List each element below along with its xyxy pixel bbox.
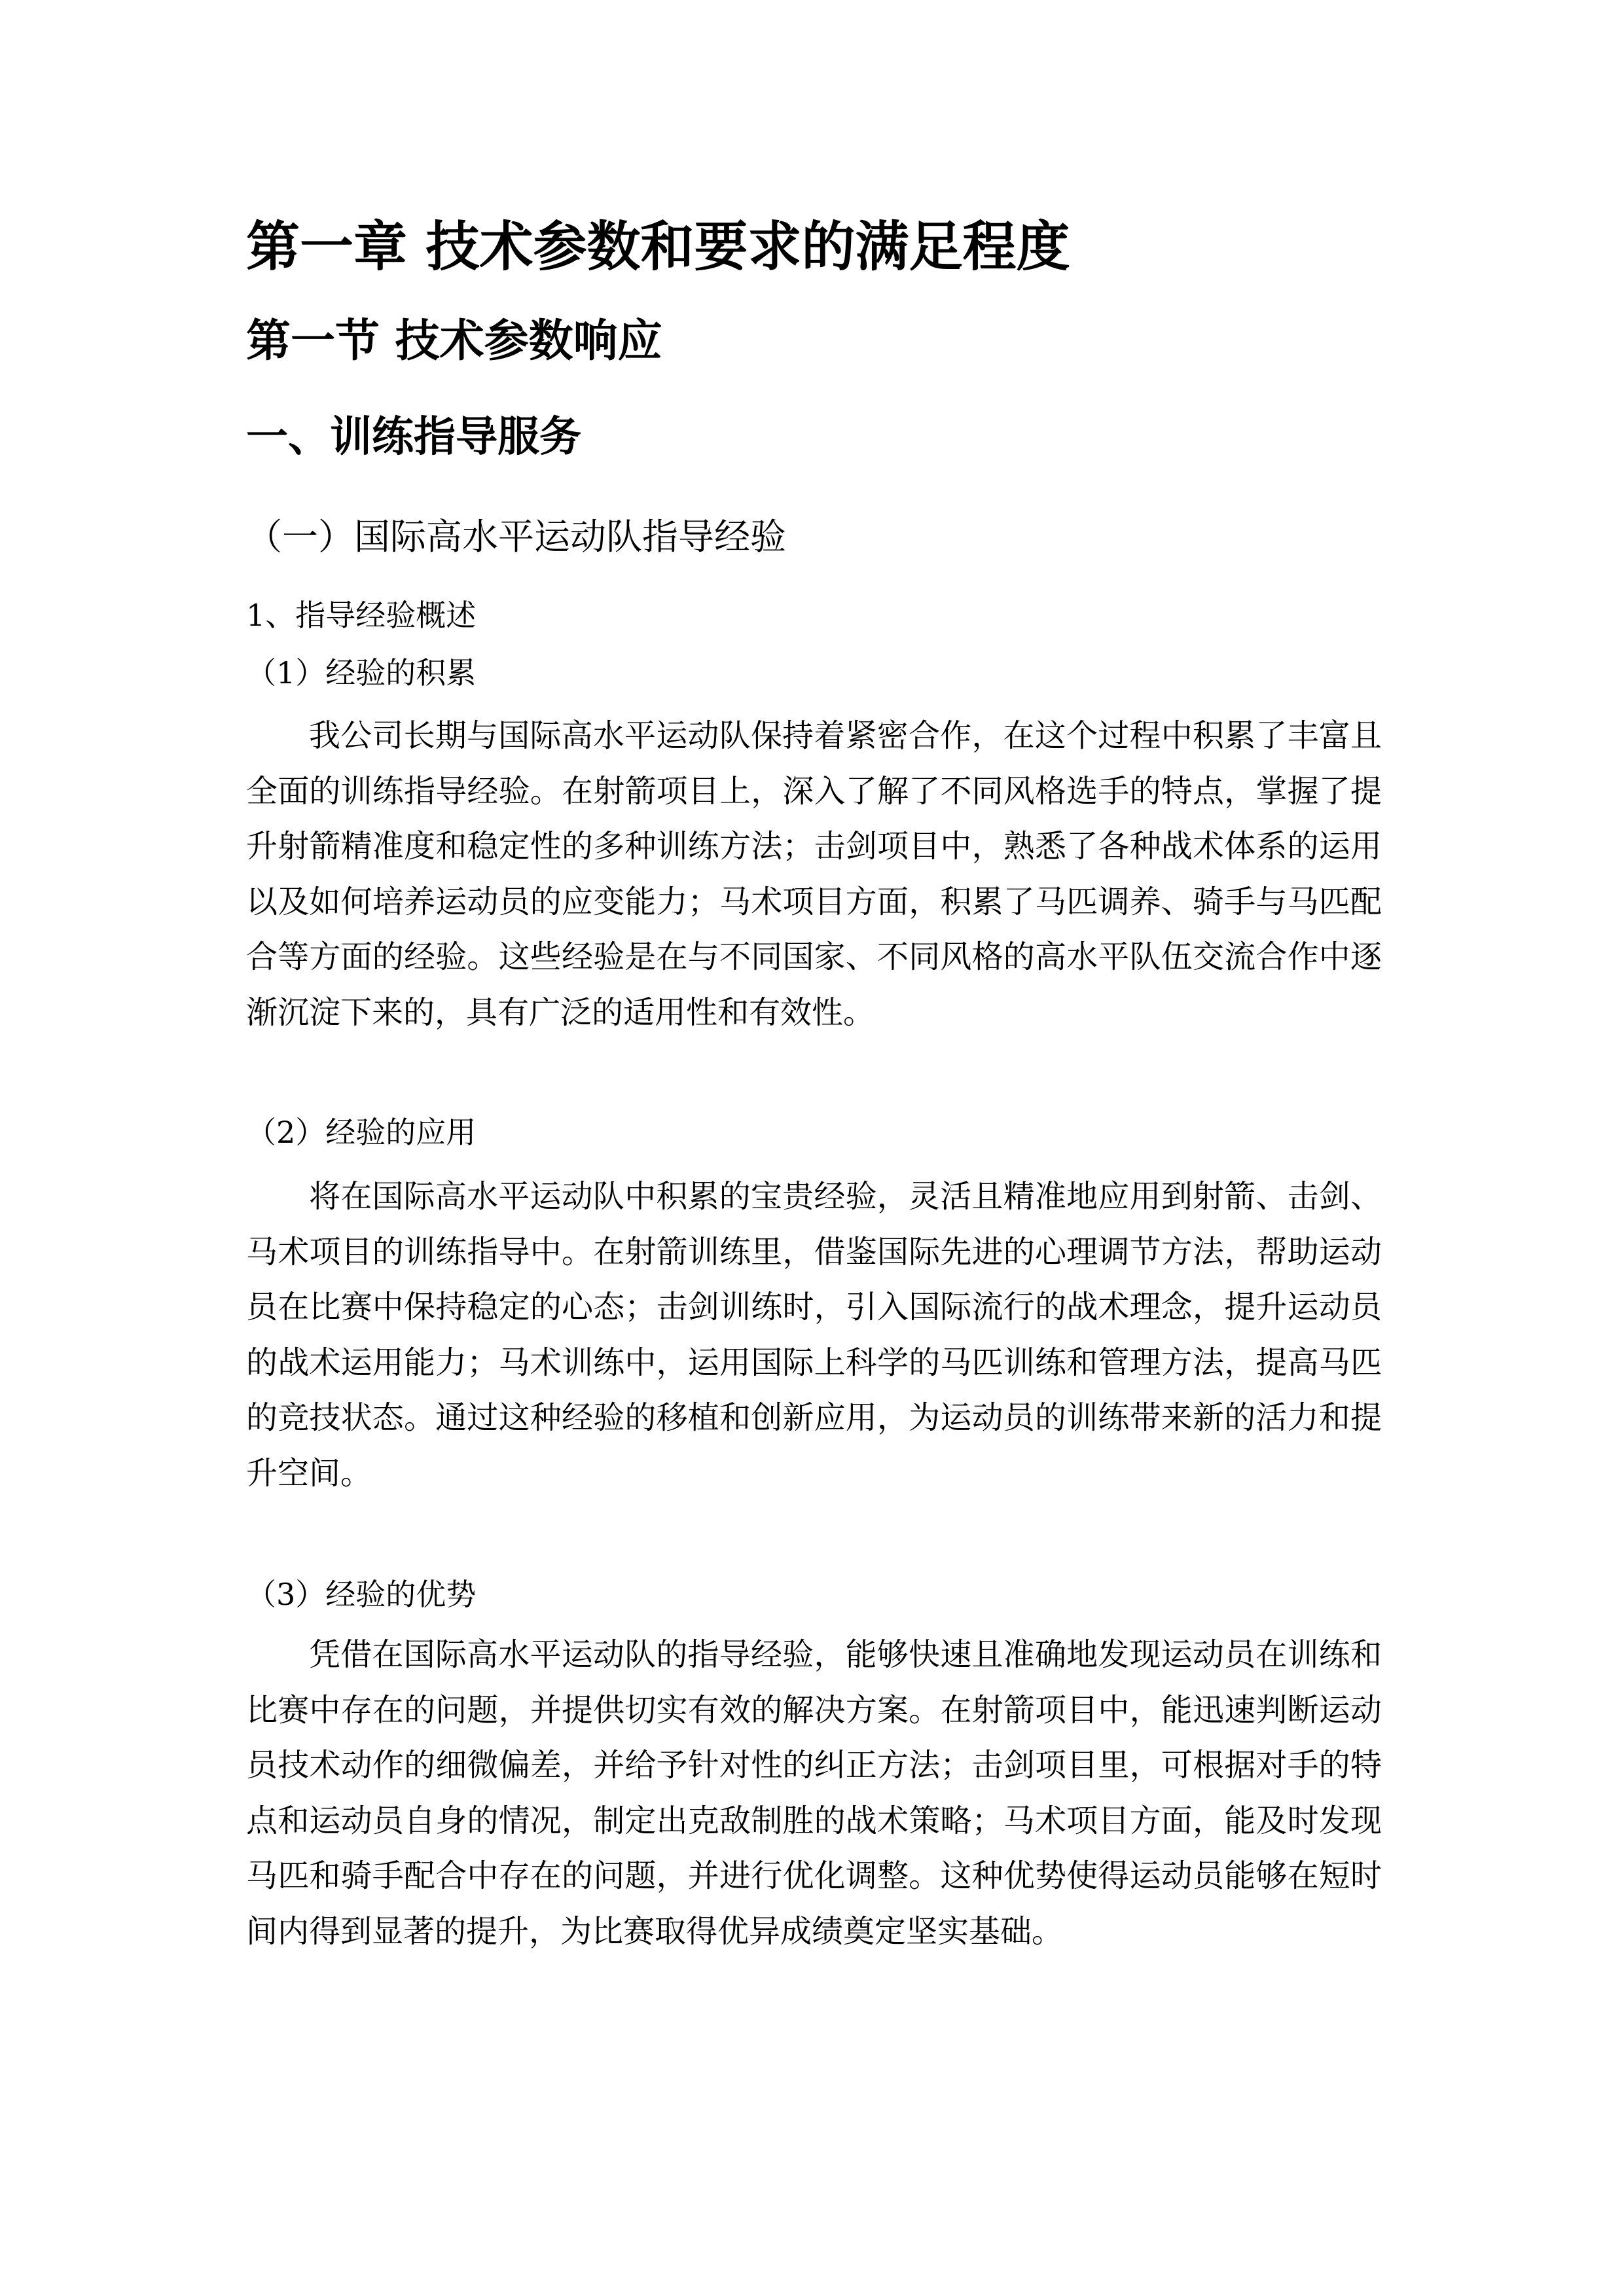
subsection-heading: （2）经验的应用: [246, 1115, 477, 1150]
part-title: 一、训练指导服务: [246, 413, 581, 461]
subsection-paragraph: 我公司长期与国际高水平运动队保持着紧密合作，在这个过程中积累了丰富且全面的训练指导经验。在射箭项目上，深入了解了不同风格选手的特点，掌握了提升射箭精准度和稳定性的多种训练方法；击剑项目中，熟悉了各种战术体系的运用以及如何培养运动员的应变能力；马术项目方面，积累了马匹调养、骑手与马匹配合等方面的经验。这些经验是在与不同国家、不同风格的高水平队伍交流合作中逐渐沉淀下来的，具有广泛的适用性和有效性。: [246, 717, 1382, 1031]
subsection-heading: （1）经验的积累: [246, 655, 477, 691]
subsection-heading: （3）经验的优势: [246, 1577, 477, 1612]
subpart-title: （一）国际高水平运动队指导经验: [246, 516, 787, 558]
section-title: 第一节 技术参数响应: [246, 315, 662, 367]
item-title: 1、指导经验概述: [246, 598, 477, 633]
chapter-title: 第一章 技术参数和要求的满足程度: [246, 216, 1070, 278]
subsection-paragraph: 将在国际高水平运动队中积累的宝贵经验，灵活且精准地应用到射箭、击剑、马术项目的训练指导中。在射箭训练里，借鉴国际先进的心理调节方法，帮助运动员在比赛中保持稳定的心态；击剑训练时，引入国际流行的战术理念，提升运动员的战术运用能力；马术训练中，运用国际上科学的马匹训练和管理方法，提高马匹的竞技状态。通过这种经验的移植和创新应用，为运动员的训练带来新的活力和提升空间。: [246, 1178, 1382, 1492]
subsection-paragraph: 凭借在国际高水平运动队的指导经验，能够快速且准确地发现运动员在训练和比赛中存在的问题，并提供切实有效的解决方案。在射箭项目中，能迅速判断运动员技术动作的细微偏差，并给予针对性的纠正方法；击剑项目里，可根据对手的特点和运动员自身的情况，制定出克敌制胜的战术策略；马术项目方面，能及时发现马匹和骑手配合中存在的问题，并进行优化调整。这种优势使得运动员能够在短时间内得到显著的提升，为比赛取得优异成绩奠定坚实基础。: [246, 1636, 1382, 1950]
